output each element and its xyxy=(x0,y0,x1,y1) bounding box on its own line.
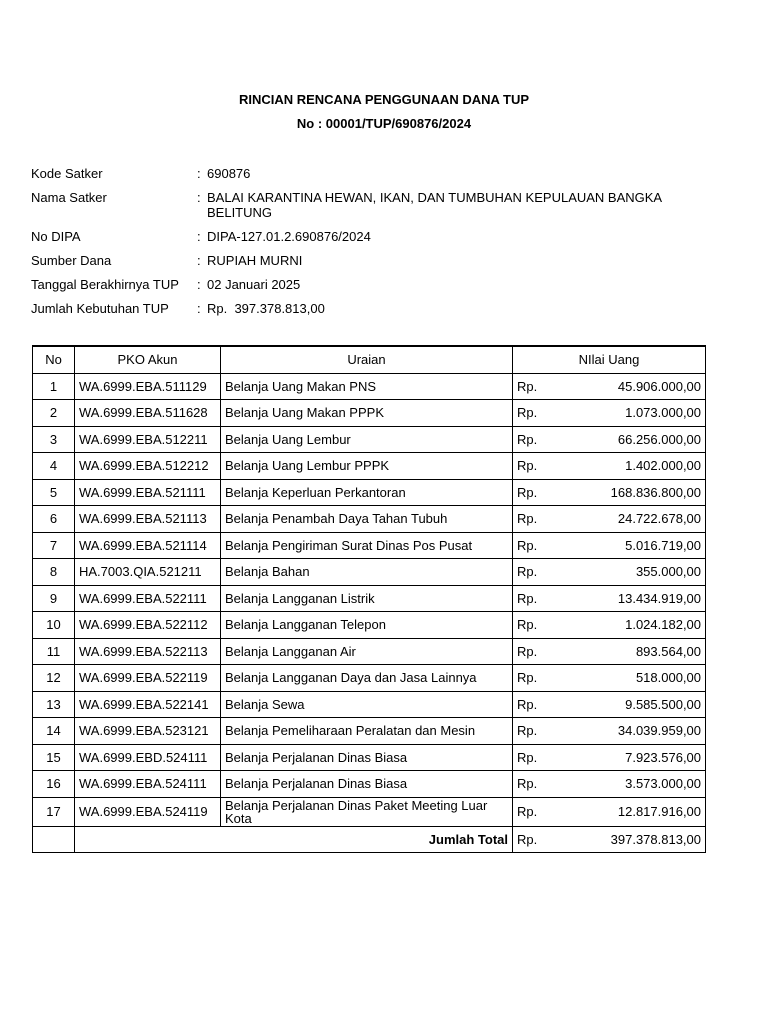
info-value: DIPA-127.01.2.690876/2024 xyxy=(207,229,371,244)
cell-no: 11 xyxy=(33,638,75,665)
cell-pko-akun: WA.6999.EBA.522112 xyxy=(75,612,221,639)
info-label: Jumlah Kebutuhan TUP xyxy=(31,301,169,316)
header-pko-akun: PKO Akun xyxy=(75,346,221,373)
cell-amount: 7.923.576,00 xyxy=(563,744,706,771)
table-row xyxy=(33,718,706,745)
table-row xyxy=(33,532,706,559)
cell-currency: Rp. xyxy=(513,638,563,665)
cell-uraian: Belanja Pengiriman Surat Dinas Pos Pusat xyxy=(221,532,513,559)
cell-uraian: Belanja Langganan Telepon xyxy=(221,612,513,639)
cell-no: 9 xyxy=(33,585,75,612)
info-value: BALAI KARANTINA HEWAN, IKAN, DAN TUMBUHAN KEPULAUAN BANGKA BELITUNG xyxy=(207,190,662,220)
cell-pko-akun: WA.6999.EBA.522119 xyxy=(75,665,221,692)
cell-pko-akun: WA.6999.EBA.521114 xyxy=(75,532,221,559)
cell-no: 8 xyxy=(33,559,75,586)
cell-uraian: Belanja Penambah Daya Tahan Tubuh xyxy=(221,506,513,533)
cell-currency: Rp. xyxy=(513,559,563,586)
cell-pko-akun: WA.6999.EBA.521113 xyxy=(75,506,221,533)
cell-pko-akun: WA.6999.EBA.524111 xyxy=(75,771,221,798)
cell-pko-akun: HA.7003.QIA.521211 xyxy=(75,559,221,586)
cell-no: 7 xyxy=(33,532,75,559)
cell-no: 6 xyxy=(33,506,75,533)
document-number: No : 00001/TUP/690876/2024 xyxy=(296,116,472,131)
table-body xyxy=(33,373,706,826)
total-label: Jumlah Total xyxy=(75,826,513,853)
cell-currency: Rp. xyxy=(513,665,563,692)
cell-uraian: Belanja Pemeliharaan Peralatan dan Mesin xyxy=(221,718,513,745)
cell-amount: 12.817.916,00 xyxy=(563,797,706,826)
table-row xyxy=(33,479,706,506)
total-currency: Rp. xyxy=(513,826,563,853)
header-no: No xyxy=(33,346,75,373)
table-row xyxy=(33,691,706,718)
cell-currency: Rp. xyxy=(513,771,563,798)
cell-pko-akun: WA.6999.EBD.524111 xyxy=(75,744,221,771)
cell-currency: Rp. xyxy=(513,453,563,480)
total-blank-cell xyxy=(33,826,75,853)
table-row xyxy=(33,585,706,612)
cell-amount: 893.564,00 xyxy=(563,638,706,665)
cell-amount: 45.906.000,00 xyxy=(563,373,706,400)
cell-no: 2 xyxy=(33,400,75,427)
info-label: No DIPA xyxy=(31,229,81,244)
table-row xyxy=(33,612,706,639)
cell-currency: Rp. xyxy=(513,479,563,506)
info-label: Sumber Dana xyxy=(31,253,112,268)
cell-amount: 9.585.500,00 xyxy=(563,691,706,718)
cell-uraian: Belanja Perjalanan Dinas Biasa xyxy=(221,744,513,771)
document-title: RINCIAN RENCANA PENGGUNAAN DANA TUP xyxy=(238,92,530,107)
cell-uraian: Belanja Uang Lembur PPPK xyxy=(221,453,513,480)
total-amount: 397.378.813,00 xyxy=(563,826,706,853)
table-row xyxy=(33,771,706,798)
cell-uraian: Belanja Uang Makan PNS xyxy=(221,373,513,400)
cell-uraian: Belanja Langganan Air xyxy=(221,638,513,665)
cell-no: 12 xyxy=(33,665,75,692)
cell-uraian: Belanja Perjalanan Dinas Paket Meeting Luar Kota xyxy=(221,797,513,826)
cell-amount: 13.434.919,00 xyxy=(563,585,706,612)
info-label: Nama Satker xyxy=(31,190,107,205)
cell-no: 16 xyxy=(33,771,75,798)
cell-currency: Rp. xyxy=(513,797,563,826)
cell-uraian: Belanja Sewa xyxy=(221,691,513,718)
total-row xyxy=(33,826,706,853)
cell-currency: Rp. xyxy=(513,612,563,639)
table-row xyxy=(33,638,706,665)
cell-no: 10 xyxy=(33,612,75,639)
cell-amount: 168.836.800,00 xyxy=(563,479,706,506)
table-row xyxy=(33,744,706,771)
table-row xyxy=(33,426,706,453)
cell-pko-akun: WA.6999.EBA.522141 xyxy=(75,691,221,718)
cell-no: 13 xyxy=(33,691,75,718)
cell-uraian: Belanja Uang Makan PPPK xyxy=(221,400,513,427)
table-row xyxy=(33,373,706,400)
cell-amount: 355.000,00 xyxy=(563,559,706,586)
info-value: 690876 xyxy=(207,166,251,181)
cell-uraian: Belanja Bahan xyxy=(221,559,513,586)
cell-currency: Rp. xyxy=(513,718,563,745)
cell-amount: 518.000,00 xyxy=(563,665,706,692)
cell-uraian: Belanja Langganan Listrik xyxy=(221,585,513,612)
table-row xyxy=(33,453,706,480)
info-value: Rp. 397.378.813,00 xyxy=(207,301,325,316)
info-value: 02 Januari 2025 xyxy=(207,277,301,292)
cell-amount: 3.573.000,00 xyxy=(563,771,706,798)
header-nilai-uang: NIlai Uang xyxy=(513,346,706,373)
cell-currency: Rp. xyxy=(513,506,563,533)
cell-currency: Rp. xyxy=(513,532,563,559)
info-colon: : xyxy=(197,253,201,268)
cell-amount: 24.722.678,00 xyxy=(563,506,706,533)
table-row xyxy=(33,797,706,826)
table-row xyxy=(33,665,706,692)
cell-no: 5 xyxy=(33,479,75,506)
cell-amount: 1.073.000,00 xyxy=(563,400,706,427)
info-label: Kode Satker xyxy=(31,166,103,181)
cell-pko-akun: WA.6999.EBA.522113 xyxy=(75,638,221,665)
cell-currency: Rp. xyxy=(513,400,563,427)
cell-currency: Rp. xyxy=(513,585,563,612)
cell-pko-akun: WA.6999.EBA.522111 xyxy=(75,585,221,612)
cell-pko-akun: WA.6999.EBA.511628 xyxy=(75,400,221,427)
cell-pko-akun: WA.6999.EBA.521111 xyxy=(75,479,221,506)
info-colon: : xyxy=(197,301,201,316)
info-colon: : xyxy=(197,277,201,292)
cell-uraian: Belanja Uang Lembur xyxy=(221,426,513,453)
cell-amount: 1.024.182,00 xyxy=(563,612,706,639)
cell-currency: Rp. xyxy=(513,691,563,718)
cell-no: 14 xyxy=(33,718,75,745)
cell-no: 3 xyxy=(33,426,75,453)
cell-pko-akun: WA.6999.EBA.511129 xyxy=(75,373,221,400)
table-row xyxy=(33,506,706,533)
cell-currency: Rp. xyxy=(513,426,563,453)
cell-uraian: Belanja Keperluan Perkantoran xyxy=(221,479,513,506)
cell-currency: Rp. xyxy=(513,373,563,400)
cell-no: 15 xyxy=(33,744,75,771)
cell-uraian: Belanja Perjalanan Dinas Biasa xyxy=(221,771,513,798)
table-header-row xyxy=(33,346,706,373)
header-uraian: Uraian xyxy=(221,346,513,373)
cell-no: 1 xyxy=(33,373,75,400)
cell-currency: Rp. xyxy=(513,744,563,771)
cell-pko-akun: WA.6999.EBA.523121 xyxy=(75,718,221,745)
cell-amount: 1.402.000,00 xyxy=(563,453,706,480)
cell-pko-akun: WA.6999.EBA.512212 xyxy=(75,453,221,480)
cell-amount: 5.016.719,00 xyxy=(563,532,706,559)
table-row xyxy=(33,400,706,427)
cell-no: 4 xyxy=(33,453,75,480)
rincian-table xyxy=(32,345,706,853)
cell-pko-akun: WA.6999.EBA.524119 xyxy=(75,797,221,826)
info-colon: : xyxy=(197,166,201,181)
info-value: RUPIAH MURNI xyxy=(207,253,303,268)
cell-no: 17 xyxy=(33,797,75,826)
info-colon: : xyxy=(197,190,201,205)
cell-amount: 66.256.000,00 xyxy=(563,426,706,453)
cell-uraian: Belanja Langganan Daya dan Jasa Lainnya xyxy=(221,665,513,692)
table-row xyxy=(33,559,706,586)
info-label: Tanggal Berakhirnya TUP xyxy=(31,277,179,292)
cell-pko-akun: WA.6999.EBA.512211 xyxy=(75,426,221,453)
cell-amount: 34.039.959,00 xyxy=(563,718,706,745)
info-colon: : xyxy=(197,229,201,244)
